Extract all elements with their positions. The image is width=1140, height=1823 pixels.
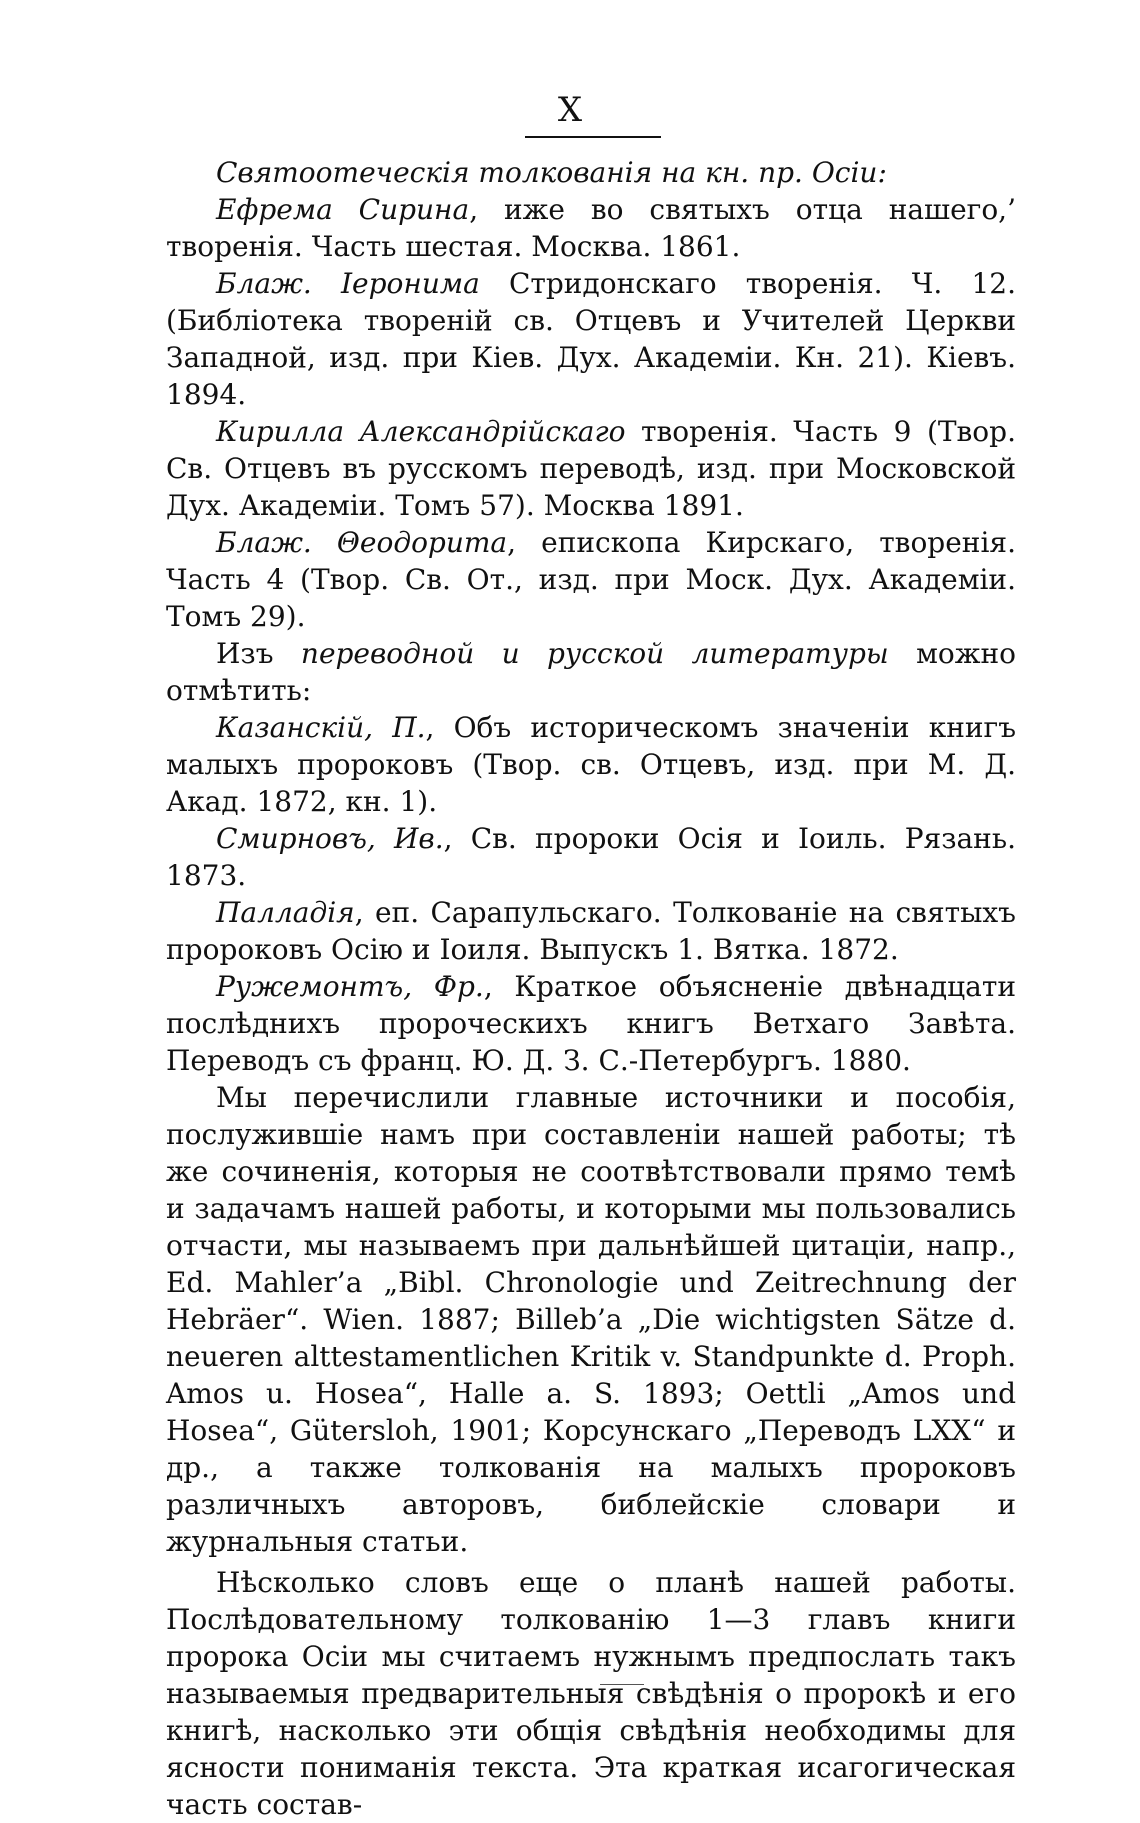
- entry-author: Блаж. Θеодорита: [216, 526, 508, 559]
- bibliography-entry: [166, 524, 1016, 635]
- entry-author: Палладія: [216, 896, 355, 929]
- entry-text: Стридонскаго творенія. Ч. 12. (Библіотека твореній св. Отцевъ и Учителей Церкви Западной, изд. при Кіев. Дух. Академіи. Кн. 21). Кіевъ. 1894.: [166, 267, 1016, 411]
- section-heading: Святоотеческія толкованія на кн. пр. Осіи:: [216, 156, 887, 189]
- entry-text: , Краткое объясненіе двѣнадцати послѣднихъ пророческихъ книгъ Ветхаго Завѣта. Переводъ съ франц. Ю. Д. З. С.-Петербургъ. 1880.: [166, 970, 1017, 1077]
- entry-author: Смирновъ, Ив.: [216, 822, 444, 855]
- entry-author: Кирилла Александрійскаго: [216, 415, 626, 448]
- paragraph: [166, 635, 1016, 709]
- entry-author: Ружемонтъ, Фр.: [216, 970, 484, 1003]
- page-text: [166, 154, 1016, 1823]
- bibliography-entry: [166, 413, 1016, 524]
- intro-text: Изъ: [216, 637, 301, 670]
- entry-author: Ефрема Сирина: [216, 193, 470, 226]
- entry-author: Блаж. Іеронима: [216, 267, 480, 300]
- entry-text: творенія. Часть 9 (Твор. Св. Отцевъ въ русскомъ переводѣ, изд. при Московской Дух. Академіи. Томъ 57). Москва 1891.: [166, 415, 1016, 522]
- body-text: Мы перечислили главные источники и пособія, послужившіе намъ при составленіи нашей работы; тѣ же сочиненія, которыя не соотвѣтствовали прямо темѣ и задачамъ нашей работы, и которыми мы пользовались отчасти, мы называемъ при дальнѣйшей цитаціи, напр., Ed. Mahler’a „Bibl. Chronologie und Zeitrechnung der Hebräer“. Wien. 1887; Billeb’a „Die wichtigsten Sätze d. neueren alttestamentlichen Kritik v. Standpunkte d. Proph. Amos u. Hosea“, Halle a. S. 1893; Oettli „Amos und Hosea“, Gütersloh, 1901; Корсунскаго „Переводъ LXX“ и др., а также толкованія на малыхъ пророковъ различныхъ авторовъ, библейскіе словари и журнальныя статьи.: [166, 1081, 1016, 1558]
- bibliography-entry: [166, 820, 1016, 894]
- entry-author: Казанскій, П.: [216, 711, 426, 744]
- page-number: X: [557, 90, 583, 130]
- bibliography-entry: [166, 894, 1016, 968]
- bibliography-entry: [166, 968, 1016, 1079]
- footer-rule: [600, 1684, 644, 1685]
- entry-text: , Объ историческомъ значеніи книгъ малыхъ пророковъ (Твор. св. Отцевъ, изд. при М. Д. Акад. 1872, кн. 1).: [166, 711, 1017, 818]
- entry-text: , епископа Кирскаго, творенія. Часть 4 (Твор. Св. От., изд. при Моск. Дух. Академіи. Томъ 29).: [166, 526, 1016, 633]
- bibliography-entry: [166, 265, 1016, 413]
- bibliography-entry: [166, 191, 1016, 265]
- intro-text: можно отмѣтить:: [166, 637, 1017, 707]
- body-paragraph: [166, 1079, 1016, 1560]
- entry-text: , Св. пророки Осія и Іоиль. Рязань. 1873.: [166, 822, 1016, 892]
- body-text: Нѣсколько словъ еще о планѣ нашей работы. Послѣдовательному толкованію 1—3 главъ книги пророка Осіи мы считаемъ нужнымъ предпослать такъ называемыя предварительныя свѣдѣнія о пророкѣ и его книгѣ, насколько эти общія свѣдѣнія необходимы для ясности пониманія текста. Эта краткая исагогическая часть состав-: [166, 1566, 1016, 1821]
- entry-text: , еп. Сарапульскаго. Толкованіе на святыхъ пророковъ Осію и Іоиля. Выпускъ 1. Вятка. 1872.: [166, 896, 1016, 966]
- bibliography-entry: [166, 709, 1016, 820]
- paragraph: [166, 154, 1016, 191]
- intro-emphasis: переводной и русской литературы: [300, 637, 889, 670]
- header-rule: [525, 136, 661, 138]
- entry-text: , иже во святыхъ отца нашего,’ творенія. Часть шестая. Москва. 1861.: [166, 193, 1016, 263]
